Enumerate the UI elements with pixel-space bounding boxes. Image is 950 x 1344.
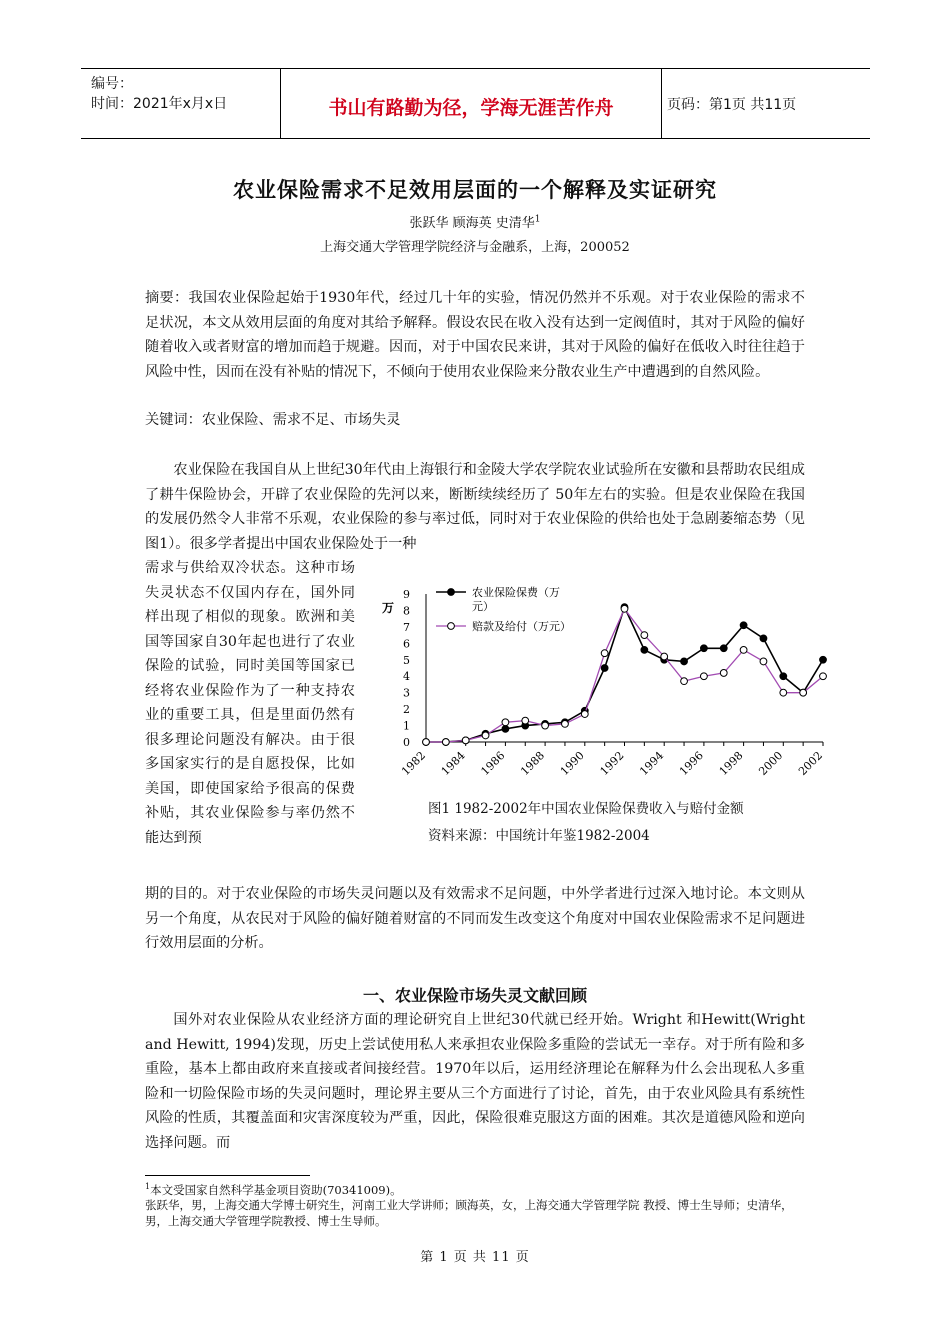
legend-label-cont: 元） xyxy=(472,600,494,613)
footnote-2: 张跃华，男，上海交通大学博士研究生，河南工业大学讲师；顾海英，女，上海交通大学管理学院 教授、博士生导师；史清华，男，上海交通大学管理学院教授、博士生导师。 xyxy=(145,1198,793,1228)
keywords: 关键词：农业保险、需求不足、市场失灵 xyxy=(145,412,401,428)
figure-caption: 图1 1982-2002年中国农业保险保费收入与赔付金额 xyxy=(428,801,744,817)
x-tick-label: 1994 xyxy=(637,749,667,779)
data-point xyxy=(442,739,449,746)
section-paragraph: 国外对农业保险从农业经济方面的理论研究自上世纪30代就已经开始。Wright 和Hewitt(Wright and Hewitt, 1994)发现，历史上尝试使用私人来承担农业保险多重险的尝试无一幸存。对于所有险和多重险，基本上都由政府来直接或者间接经营。1970年以后，运用经济理论在解释为什么会出现私人多重险和一切险保险市场的失灵问题时，理论界主要从三个方面进行了讨论，首先，由于农业风险具有系统性风险的性质，其覆盖面和灾害深度较为严重，因此，保险很难克服这方面的困难。其次是道德风险和逆向选择问题。而 xyxy=(145,1012,805,1151)
x-tick-label: 1988 xyxy=(518,749,548,779)
legend-label: 农业保险保费（万 xyxy=(472,586,560,599)
x-tick-label: 1996 xyxy=(676,749,706,779)
data-point xyxy=(482,732,489,739)
footnote-1-text: 本文受国家自然科学基金项目资助(70341009)。 xyxy=(150,1182,402,1197)
x-tick-label: 1992 xyxy=(597,749,627,779)
data-point xyxy=(760,635,767,642)
data-point xyxy=(542,722,549,729)
data-point xyxy=(423,739,430,746)
figure-1-chart xyxy=(368,584,833,796)
number-label: 编号： xyxy=(91,76,133,92)
data-point xyxy=(760,658,767,665)
data-point xyxy=(581,711,588,718)
post-figure-paragraph: 期的目的。对于农业保险的市场失灵问题以及有效需求不足问题，中外学者进行过深入地讨论。本文则从另一个角度，从农民对于风险的偏好随着财富的不同而发生改变这个角度对中国农业保险需求不足问题进行效用层面的分析。 xyxy=(145,886,805,951)
x-tick-label: 1990 xyxy=(557,749,587,779)
x-tick-label: 2002 xyxy=(796,749,826,779)
data-point xyxy=(641,647,648,654)
data-point xyxy=(780,673,787,680)
section-heading: 一、农业保险市场失灵文献回顾 xyxy=(362,986,587,1005)
data-point xyxy=(601,665,608,672)
y-tick-label: 5 xyxy=(403,653,410,667)
footnote-1 xyxy=(145,1179,810,1198)
data-point xyxy=(740,647,747,654)
data-point xyxy=(720,645,727,652)
y-axis-label: 万 xyxy=(382,601,395,615)
figure-source: 资料来源：中国统计年鉴1982-2004 xyxy=(428,828,650,844)
page-label: 页码：第1页 共11页 xyxy=(667,97,797,113)
data-point xyxy=(701,673,708,680)
y-tick-label: 0 xyxy=(403,736,410,749)
y-tick-label: 6 xyxy=(403,637,410,651)
data-point xyxy=(681,658,688,665)
data-point xyxy=(681,678,688,685)
authors-line xyxy=(0,212,950,231)
affiliation: 上海交通大学管理学院经济与金融系，上海，200052 xyxy=(320,240,630,255)
data-point xyxy=(522,717,529,724)
data-point xyxy=(820,673,827,680)
data-point xyxy=(621,605,628,612)
y-tick-label: 8 xyxy=(403,604,410,618)
data-point xyxy=(780,689,787,696)
wrapped-text-column: 需求与供给双冷状态。这种市场失灵状态不仅国内存在，国外同样出现了相似的现象。欧洲和美国等国家自30年起也进行了农业保险的试验，同时美国等国家已经将农业保险作为了一种支持农业的重要工具，但是里面仍然有很多理论问题没有解决。由于很多国家实行的是自愿投保，比如美国，即使国家给予很高的保费补贴，其农业保险参与率仍然不能达到预 xyxy=(145,560,355,846)
header-motto-cell xyxy=(280,69,662,138)
data-point xyxy=(562,721,569,728)
data-point xyxy=(462,737,469,744)
data-point xyxy=(661,653,668,660)
motto: 书山有路勤为径，学海无涯苦作舟 xyxy=(328,97,614,119)
paper-title: 农业保险需求不足效用层面的一个解释及实证研究 xyxy=(233,178,717,202)
y-tick-label: 9 xyxy=(403,588,410,601)
intro-paragraph: 农业保险在我国自从上世纪30年代由上海银行和金陵大学农学院农业试验所在安徽和县帮助农民组成了耕牛保险协会，开辟了农业保险的先河以来，断断续续经历了 50年左右的实验。但是农业保险在我国的发展仍然令人非常不乐观，农业保险的参与率过低，同时对于农业保险的供给也处于急剧萎缩态势（见图1）。很多学者提出中国农业保险处于一种 xyxy=(145,462,805,552)
data-point xyxy=(641,632,648,639)
data-point xyxy=(820,656,827,663)
data-point xyxy=(502,719,509,726)
data-point xyxy=(601,650,608,657)
legend-marker xyxy=(448,589,455,596)
y-tick-label: 2 xyxy=(403,703,410,717)
x-tick-label: 1982 xyxy=(399,749,429,779)
abstract: 摘要：我国农业保险起始于1930年代，经过几十年的实验，情况仍然并不乐观。对于农业保险的需求不足状况，本文从效用层面的角度对其给予解释。假设农民在收入没有达到一定阀值时，其对于风险的偏好随着收入或者财富的增加而趋于规避。因而，对于中国农民来讲，其对于风险的偏好在低收入时往往趋于风险中性，因而在没有补贴的情况下，不倾向于使用农业保险来分散农业生产中遭遇到的自然风险。 xyxy=(145,290,805,380)
footnote-divider xyxy=(145,1175,310,1176)
page-footer: 第 1 页 共 11 页 xyxy=(420,1250,530,1265)
y-tick-label: 3 xyxy=(403,686,410,700)
legend-label: 赔款及给付（万元） xyxy=(472,620,571,633)
data-point xyxy=(740,622,747,629)
x-tick-label: 1984 xyxy=(438,749,468,779)
x-tick-label: 2000 xyxy=(756,749,786,779)
header-meta-cell xyxy=(81,69,280,138)
page-header xyxy=(81,68,870,139)
author-footnote-mark: 1 xyxy=(534,214,541,225)
y-tick-label: 7 xyxy=(403,620,410,634)
x-tick-label: 1986 xyxy=(478,749,508,779)
y-tick-label: 1 xyxy=(403,719,410,733)
authors: 张跃华 顾海英 史清华 xyxy=(409,216,535,231)
data-point xyxy=(800,689,807,696)
legend-marker xyxy=(448,623,455,630)
x-tick-label: 1998 xyxy=(716,749,746,779)
header-page-cell xyxy=(661,69,870,138)
time-label: 时间：2021年x月x日 xyxy=(91,96,228,112)
data-point xyxy=(701,645,708,652)
footnote-mark: 1 xyxy=(145,1182,151,1191)
data-point xyxy=(720,670,727,677)
data-point xyxy=(502,725,509,732)
y-tick-label: 4 xyxy=(403,670,410,684)
